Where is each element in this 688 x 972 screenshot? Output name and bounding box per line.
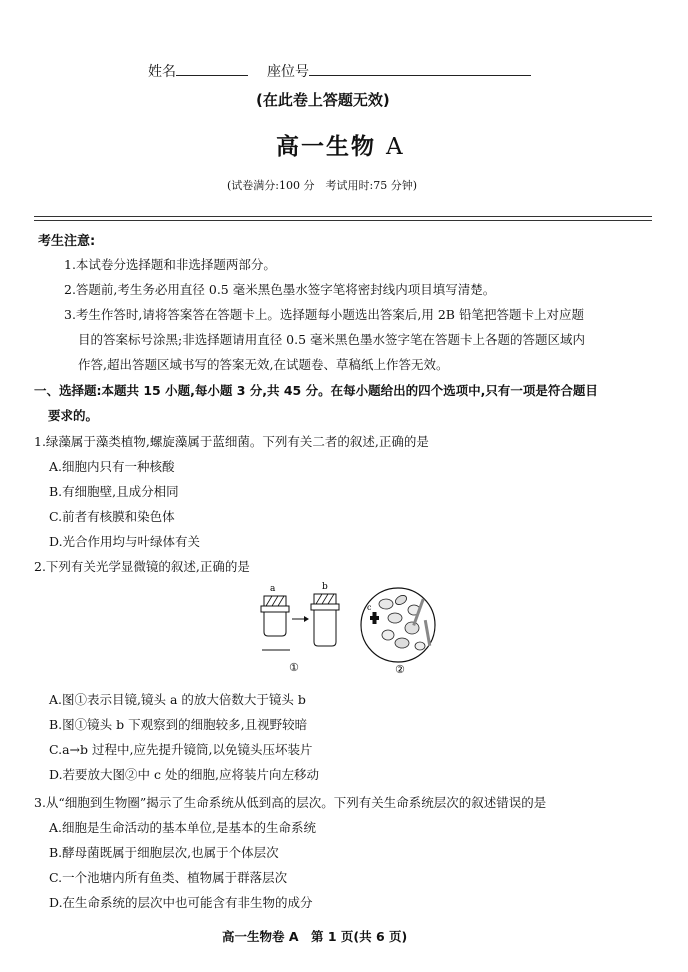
label-c: c bbox=[367, 603, 372, 612]
field-of-view-icon bbox=[361, 588, 435, 662]
seat-label: 座位号 bbox=[267, 64, 309, 80]
label-a: a bbox=[270, 584, 276, 594]
exam-subtitle: (试卷满分:100 分 考试用时:75 分钟) bbox=[227, 179, 417, 192]
option[interactable]: D.光合作用均与叶绿体有关 bbox=[49, 534, 201, 549]
page-title bbox=[276, 128, 405, 161]
page-footer: 高一生物卷 A 第 1 页(共 6 页) bbox=[222, 929, 408, 944]
question-stem: 2.下列有关光学显微镜的叙述,正确的是 bbox=[34, 559, 250, 574]
instruction-item: 3.考生作答时,请将答案答在答题卡上。选择题每小题选出答案后,用 2B 铅笔把答题卡上对应题 bbox=[64, 307, 584, 322]
title-cn: 高一生物 bbox=[276, 134, 376, 160]
arrow-icon bbox=[292, 616, 309, 622]
option[interactable]: A.细胞内只有一种核酸 bbox=[49, 459, 175, 474]
name-field[interactable] bbox=[148, 61, 248, 81]
question-stem: 3.从“细胞到生物圈”揭示了生命系统从低到高的层次。下列有关生命系统层次的叙述错误的是 bbox=[34, 795, 547, 810]
instruction-item: 作答,超出答题区域书写的答案无效,在试题卷、草稿纸上作答无效。 bbox=[78, 357, 449, 372]
divider-top bbox=[34, 216, 652, 217]
question-stem: 1.绿藻属于藻类植物,螺旋藻属于蓝细菌。下列有关二者的叙述,正确的是 bbox=[34, 434, 429, 449]
lens-b-icon bbox=[311, 594, 339, 646]
option[interactable]: A.细胞是生命活动的基本单位,是基本的生命系统 bbox=[49, 820, 316, 835]
label-b: b bbox=[322, 582, 328, 592]
option[interactable]: C.一个池塘内所有鱼类、植物属于群落层次 bbox=[49, 870, 288, 885]
label-fig2: ② bbox=[395, 663, 405, 676]
option[interactable]: C.a→b 过程中,应先提升镜筒,以免镜头压坏装片 bbox=[49, 742, 313, 757]
option[interactable]: C.前者有核膜和染色体 bbox=[49, 509, 175, 524]
option[interactable]: B.酵母菌既属于细胞层次,也属于个体层次 bbox=[49, 845, 279, 860]
section-heading-cont: 要求的。 bbox=[48, 408, 99, 423]
instruction-item: 1.本试卷分选择题和非选择题两部分。 bbox=[64, 257, 276, 272]
option[interactable]: D.在生命系统的层次中也可能含有非生物的成分 bbox=[49, 895, 313, 910]
instructions-heading: 考生注意: bbox=[38, 234, 96, 249]
name-label: 姓名 bbox=[148, 64, 176, 80]
microscope-figure bbox=[250, 580, 450, 680]
section-heading: 一、选择题:本题共 15 小题,每小题 3 分,共 45 分。在每小题给出的四个选项中,只有一项是符合题目 bbox=[34, 383, 598, 398]
label-fig1: ① bbox=[289, 661, 299, 674]
name-blank[interactable] bbox=[176, 61, 248, 76]
title-latin: A bbox=[386, 134, 405, 160]
divider-bottom bbox=[34, 220, 652, 221]
option[interactable]: B.图①镜头 b 下观察到的细胞较多,且视野较暗 bbox=[49, 717, 308, 732]
seat-field[interactable] bbox=[267, 61, 531, 81]
notice: (在此卷上答题无效) bbox=[256, 91, 390, 109]
instruction-item: 2.答题前,考生务必用直径 0.5 毫米黑色墨水签字笔将密封线内项目填写清楚。 bbox=[64, 282, 496, 297]
option[interactable]: B.有细胞壁,且成分相同 bbox=[49, 484, 179, 499]
option[interactable]: D.若要放大图②中 c 处的细胞,应将装片向左移动 bbox=[49, 767, 319, 782]
lens-a-icon bbox=[261, 596, 289, 636]
instruction-item: 目的答案标号涂黑;非选择题请用直径 0.5 毫米黑色墨水签字笔在答题卡上各题的答题区域内 bbox=[78, 332, 586, 347]
option[interactable]: A.图①表示目镜,镜头 a 的放大倍数大于镜头 b bbox=[49, 692, 306, 707]
seat-blank[interactable] bbox=[309, 61, 531, 76]
